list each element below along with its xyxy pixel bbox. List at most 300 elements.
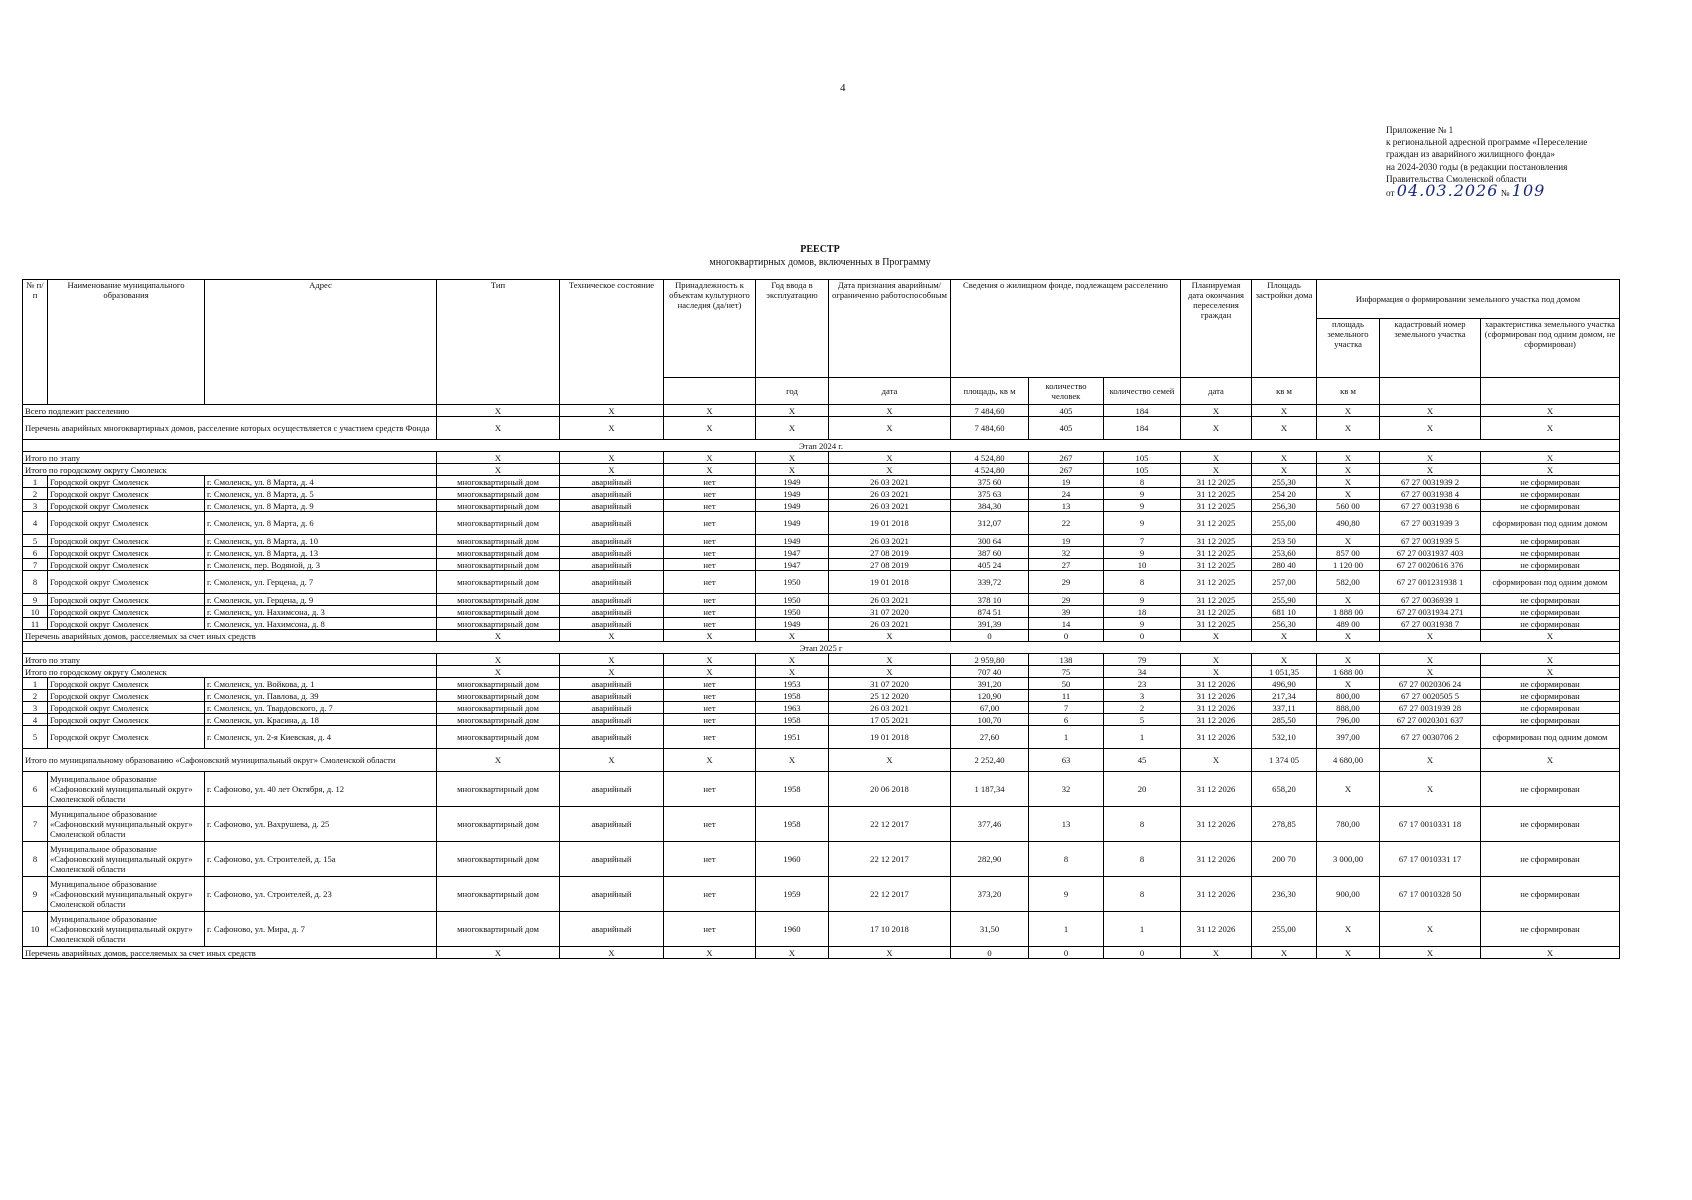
row-stage-total-label: Итого по этапу xyxy=(23,654,437,666)
cell-char: не сформирован xyxy=(1481,488,1620,500)
cell-built: 255,90 xyxy=(1252,594,1317,606)
cell-fam: 8 xyxy=(1104,476,1181,488)
cell-n: 2 xyxy=(23,488,48,500)
table-row xyxy=(23,500,1620,512)
row-total-value: 184 xyxy=(1104,405,1181,417)
row-city-total-value: X xyxy=(664,464,756,476)
cell-char: не сформирован xyxy=(1481,500,1620,512)
row-saf-total-value: 63 xyxy=(1029,749,1104,772)
cell-land: X xyxy=(1317,535,1380,547)
cell-addr: г. Смоленск, ул. 8 Марта, д. 9 xyxy=(205,500,437,512)
cell-plan: 31 12 2025 xyxy=(1181,512,1252,535)
cell-cad: 67 17 0010328 50 xyxy=(1380,877,1481,912)
row-other-value: 0 xyxy=(951,630,1029,642)
row-city-total-value: 707 40 xyxy=(951,666,1029,678)
table-row xyxy=(23,877,1620,912)
table-row xyxy=(23,547,1620,559)
cell-cond: аварийный xyxy=(560,488,664,500)
unit-sqm2: кв м xyxy=(1317,378,1380,405)
row-fund-value: X xyxy=(1317,417,1380,440)
cell-cad: 67 27 0020616 376 xyxy=(1380,559,1481,571)
cell-mun: Муниципальное образование «Сафоновский муниципальный округ» Смоленской области xyxy=(48,842,205,877)
cell-char: не сформирован xyxy=(1481,807,1620,842)
row-fund-value: X xyxy=(1181,417,1252,440)
cell-char: сформирован под одним домом xyxy=(1481,726,1620,749)
cell-cond: аварийный xyxy=(560,702,664,714)
row-total-value: 405 xyxy=(1029,405,1104,417)
row-fund-value: X xyxy=(1252,417,1317,440)
cell-fam: 2 xyxy=(1104,702,1181,714)
cell-n: 7 xyxy=(23,559,48,571)
row-city-total-value: X xyxy=(829,464,951,476)
row-stage-total-value: X xyxy=(1252,654,1317,666)
cell-year: 1960 xyxy=(756,842,829,877)
unit-year: год xyxy=(756,378,829,405)
row-saf-total-value: X xyxy=(1380,749,1481,772)
cell-fam: 8 xyxy=(1104,571,1181,594)
row-city-total-label: Итого по городскому округу Смоленск xyxy=(23,464,437,476)
cell-date: 31 07 2020 xyxy=(829,678,951,690)
cell-cad: 67 27 0036939 1 xyxy=(1380,594,1481,606)
cell-mun: Муниципальное образование «Сафоновский муниципальный округ» Смоленской области xyxy=(48,772,205,807)
cell-area: 391,39 xyxy=(951,618,1029,630)
appendix-line: граждан из аварийного жилищного фонда» xyxy=(1386,149,1555,160)
cell-land: 3 000,00 xyxy=(1317,842,1380,877)
row-other xyxy=(23,947,1620,959)
cell-mun: Городской округ Смоленск xyxy=(48,702,205,714)
cell-addr: г. Смоленск, ул. 8 Марта, д. 4 xyxy=(205,476,437,488)
page-number: 4 xyxy=(840,82,846,94)
table-row xyxy=(23,912,1620,947)
cell-area: 375 60 xyxy=(951,476,1029,488)
row-stage-total-value: X xyxy=(560,452,664,464)
cell-plan: 31 12 2026 xyxy=(1181,690,1252,702)
table-row xyxy=(23,690,1620,702)
cell-land: 560 00 xyxy=(1317,500,1380,512)
stage-2025 xyxy=(23,642,1620,654)
cell-cond: аварийный xyxy=(560,559,664,571)
cell-built: 257,00 xyxy=(1252,571,1317,594)
cell-her: нет xyxy=(664,842,756,877)
cell-date: 27 08 2019 xyxy=(829,547,951,559)
cell-plan: 31 12 2026 xyxy=(1181,842,1252,877)
row-stage-total-value: X xyxy=(560,654,664,666)
row-city-total-value: X xyxy=(756,666,829,678)
row-other-value: X xyxy=(1317,630,1380,642)
cell-char: не сформирован xyxy=(1481,842,1620,877)
cell-plan: 31 12 2026 xyxy=(1181,678,1252,690)
row-other-value: X xyxy=(756,947,829,959)
row-saf-total-value: X xyxy=(1181,749,1252,772)
unit-empty xyxy=(1481,378,1620,405)
cell-her: нет xyxy=(664,594,756,606)
cell-land: X xyxy=(1317,476,1380,488)
cell-land: 1 120 00 xyxy=(1317,559,1380,571)
row-total-value: X xyxy=(1252,405,1317,417)
cell-year: 1950 xyxy=(756,571,829,594)
cell-plan: 31 12 2025 xyxy=(1181,535,1252,547)
cell-year: 1947 xyxy=(756,559,829,571)
cell-land: 857 00 xyxy=(1317,547,1380,559)
stage-2025-label: Этап 2025 г xyxy=(23,642,1620,654)
cell-n: 4 xyxy=(23,512,48,535)
cell-date: 26 03 2021 xyxy=(829,476,951,488)
row-city-total-value: X xyxy=(664,666,756,678)
cell-n: 3 xyxy=(23,500,48,512)
cell-date: 22 12 2017 xyxy=(829,877,951,912)
cell-addr: г. Смоленск, ул. 8 Марта, д. 6 xyxy=(205,512,437,535)
cell-cond: аварийный xyxy=(560,678,664,690)
row-city-total-value: 4 524,80 xyxy=(951,464,1029,476)
cell-cad: 67 27 0030706 2 xyxy=(1380,726,1481,749)
cell-fam: 9 xyxy=(1104,500,1181,512)
row-other-value: X xyxy=(560,947,664,959)
row-total-value: X xyxy=(437,405,560,417)
row-other-value: X xyxy=(829,630,951,642)
row-stage-total-value: 2 959,80 xyxy=(951,654,1029,666)
cell-date: 19 01 2018 xyxy=(829,571,951,594)
cell-year: 1963 xyxy=(756,702,829,714)
cell-mun: Городской округ Смоленск xyxy=(48,618,205,630)
row-city-total-value: X xyxy=(1481,464,1620,476)
row-city-total-value: 75 xyxy=(1029,666,1104,678)
row-total-value: X xyxy=(560,405,664,417)
cell-area: 391,20 xyxy=(951,678,1029,690)
row-fund-value: X xyxy=(829,417,951,440)
cell-n: 4 xyxy=(23,714,48,726)
cell-mun: Городской округ Смоленск xyxy=(48,476,205,488)
cell-her: нет xyxy=(664,726,756,749)
appendix-block xyxy=(1386,124,1626,199)
row-city-total-value: X xyxy=(756,464,829,476)
cell-people: 29 xyxy=(1029,594,1104,606)
cell-people: 8 xyxy=(1029,842,1104,877)
cell-char: не сформирован xyxy=(1481,912,1620,947)
appendix-line: к региональной адресной программе «Переселение xyxy=(1386,137,1588,148)
cell-area: 384,30 xyxy=(951,500,1029,512)
cell-addr: г. Смоленск, ул. 8 Марта, д. 5 xyxy=(205,488,437,500)
cell-area: 67,00 xyxy=(951,702,1029,714)
cell-cad: 67 27 0031939 5 xyxy=(1380,535,1481,547)
cell-built: 255,00 xyxy=(1252,912,1317,947)
cell-plan: 31 12 2025 xyxy=(1181,571,1252,594)
cell-cond: аварийный xyxy=(560,500,664,512)
cell-people: 19 xyxy=(1029,476,1104,488)
row-other-value: X xyxy=(1481,630,1620,642)
row-stage-total-value: X xyxy=(829,452,951,464)
cell-date: 26 03 2021 xyxy=(829,500,951,512)
row-stage-total-value: X xyxy=(664,452,756,464)
cell-n: 10 xyxy=(23,912,48,947)
cell-cond: аварийный xyxy=(560,547,664,559)
cell-n: 2 xyxy=(23,690,48,702)
cell-cad: X xyxy=(1380,772,1481,807)
cell-cad: 67 27 0031939 28 xyxy=(1380,702,1481,714)
row-fund-value: X xyxy=(1481,417,1620,440)
cell-date: 19 01 2018 xyxy=(829,726,951,749)
cell-mun: Городской округ Смоленск xyxy=(48,606,205,618)
cell-char: не сформирован xyxy=(1481,594,1620,606)
cell-her: нет xyxy=(664,912,756,947)
cell-plan: 31 12 2025 xyxy=(1181,594,1252,606)
cell-area: 282,90 xyxy=(951,842,1029,877)
row-stage-total-value: X xyxy=(1317,452,1380,464)
cell-cad: 67 27 0031939 3 xyxy=(1380,512,1481,535)
cell-area: 100,70 xyxy=(951,714,1029,726)
cell-mun: Городской округ Смоленск xyxy=(48,559,205,571)
cell-addr: г. Смоленск, ул. Войкова, д. 1 xyxy=(205,678,437,690)
cell-year: 1950 xyxy=(756,594,829,606)
cell-mun: Городской округ Смоленск xyxy=(48,500,205,512)
cell-area: 377,46 xyxy=(951,807,1029,842)
row-city-total-value: X xyxy=(1380,666,1481,678)
cell-built: 278,85 xyxy=(1252,807,1317,842)
cell-mun: Городской округ Смоленск xyxy=(48,512,205,535)
cell-mun: Городской округ Смоленск xyxy=(48,690,205,702)
cell-type: многоквартирный дом xyxy=(437,500,560,512)
row-city-total-value: 267 xyxy=(1029,464,1104,476)
cell-date: 22 12 2017 xyxy=(829,807,951,842)
table-row xyxy=(23,606,1620,618)
cell-fam: 10 xyxy=(1104,559,1181,571)
table-row xyxy=(23,618,1620,630)
cell-addr: г. Смоленск, ул. Герцена, д. 9 xyxy=(205,594,437,606)
row-stage-total-value: X xyxy=(437,654,560,666)
cell-type: многоквартирный дом xyxy=(437,772,560,807)
cell-area: 405 24 xyxy=(951,559,1029,571)
cell-year: 1958 xyxy=(756,714,829,726)
cell-fam: 7 xyxy=(1104,535,1181,547)
cell-cad: 67 27 0031939 2 xyxy=(1380,476,1481,488)
cell-year: 1958 xyxy=(756,772,829,807)
cell-built: 256,30 xyxy=(1252,500,1317,512)
cell-type: многоквартирный дом xyxy=(437,678,560,690)
cell-her: нет xyxy=(664,559,756,571)
cell-built: 681 10 xyxy=(1252,606,1317,618)
cell-her: нет xyxy=(664,690,756,702)
cell-area: 31,50 xyxy=(951,912,1029,947)
cell-type: многоквартирный дом xyxy=(437,571,560,594)
cell-people: 24 xyxy=(1029,488,1104,500)
row-total-value: X xyxy=(664,405,756,417)
cell-people: 27 xyxy=(1029,559,1104,571)
table-row xyxy=(23,488,1620,500)
row-saf-total xyxy=(23,749,1620,772)
cell-n: 6 xyxy=(23,772,48,807)
row-city-total-label: Итого по городскому округу Смоленск xyxy=(23,666,437,678)
row-total-value: X xyxy=(1181,405,1252,417)
cell-year: 1949 xyxy=(756,535,829,547)
row-total-value: X xyxy=(756,405,829,417)
cell-her: нет xyxy=(664,618,756,630)
row-other-value: X xyxy=(829,947,951,959)
cell-addr: г. Сафоново, ул. Строителей, д. 15а xyxy=(205,842,437,877)
cell-plan: 31 12 2025 xyxy=(1181,559,1252,571)
cell-fam: 1 xyxy=(1104,912,1181,947)
row-stage-total xyxy=(23,452,1620,464)
cell-char: не сформирован xyxy=(1481,772,1620,807)
cell-area: 300 64 xyxy=(951,535,1029,547)
cell-date: 26 03 2021 xyxy=(829,535,951,547)
cell-type: многоквартирный дом xyxy=(437,606,560,618)
row-stage-total-value: 79 xyxy=(1104,654,1181,666)
cell-cond: аварийный xyxy=(560,535,664,547)
cell-type: многоквартирный дом xyxy=(437,807,560,842)
cell-year: 1959 xyxy=(756,877,829,912)
cell-built: 217,34 xyxy=(1252,690,1317,702)
cell-char: не сформирован xyxy=(1481,690,1620,702)
table-row xyxy=(23,512,1620,535)
cell-land: X xyxy=(1317,772,1380,807)
row-fund-value: X xyxy=(1380,417,1481,440)
row-other-label: Перечень аварийных домов, расселяемых за счет иных средств xyxy=(23,947,437,959)
row-city-total-value: X xyxy=(829,666,951,678)
cell-year: 1958 xyxy=(756,690,829,702)
cell-her: нет xyxy=(664,702,756,714)
cell-mun: Муниципальное образование «Сафоновский муниципальный округ» Смоленской области xyxy=(48,877,205,912)
table-row xyxy=(23,842,1620,877)
cell-her: нет xyxy=(664,678,756,690)
cell-area: 373,20 xyxy=(951,877,1029,912)
cell-plan: 31 12 2025 xyxy=(1181,606,1252,618)
cell-cond: аварийный xyxy=(560,912,664,947)
cell-addr: г. Сафоново, ул. Вахрушева, д. 25 xyxy=(205,807,437,842)
cell-her: нет xyxy=(664,772,756,807)
handwritten-number: 109 xyxy=(1511,181,1546,201)
row-fund-value: 184 xyxy=(1104,417,1181,440)
cell-her: нет xyxy=(664,714,756,726)
cell-cad: 67 27 0031934 271 xyxy=(1380,606,1481,618)
row-stage-total-value: X xyxy=(437,452,560,464)
cell-fam: 9 xyxy=(1104,512,1181,535)
cell-cond: аварийный xyxy=(560,690,664,702)
row-other-value: X xyxy=(1252,630,1317,642)
appendix-line: Правительства Смоленской области xyxy=(1386,173,1527,184)
row-saf-total-value: X xyxy=(756,749,829,772)
row-city-total-value: 34 xyxy=(1104,666,1181,678)
cell-plan: 31 12 2025 xyxy=(1181,476,1252,488)
cell-n: 5 xyxy=(23,726,48,749)
cell-year: 1949 xyxy=(756,618,829,630)
row-saf-total-value: X xyxy=(560,749,664,772)
number-label: № xyxy=(1500,188,1510,199)
cell-char: не сформирован xyxy=(1481,678,1620,690)
row-fund-value: X xyxy=(756,417,829,440)
row-stage-total-value: X xyxy=(1481,654,1620,666)
cell-year: 1949 xyxy=(756,500,829,512)
cell-land: X xyxy=(1317,678,1380,690)
row-other-value: X xyxy=(1181,947,1252,959)
unit-date2: дата xyxy=(1181,378,1252,405)
cell-cond: аварийный xyxy=(560,571,664,594)
row-fund-value: X xyxy=(437,417,560,440)
cell-built: 532,10 xyxy=(1252,726,1317,749)
cell-type: многоквартирный дом xyxy=(437,842,560,877)
cell-built: 200 70 xyxy=(1252,842,1317,877)
cell-addr: г. Смоленск, ул. 2-я Киевская, д. 4 xyxy=(205,726,437,749)
cell-fam: 3 xyxy=(1104,690,1181,702)
cell-her: нет xyxy=(664,512,756,535)
header-cadastral: кадастровый номер земельного участка xyxy=(1380,319,1481,378)
cell-type: многоквартирный дом xyxy=(437,912,560,947)
row-fund-value: X xyxy=(560,417,664,440)
cell-mun: Городской округ Смоленск xyxy=(48,547,205,559)
row-other-value: X xyxy=(1380,947,1481,959)
cell-addr: г. Сафоново, ул. 40 лет Октября, д. 12 xyxy=(205,772,437,807)
from-label: от xyxy=(1386,188,1395,199)
cell-char: сформирован под одним домом xyxy=(1481,512,1620,535)
cell-fam: 9 xyxy=(1104,488,1181,500)
row-saf-total-label: Итого по муниципальному образованию «Сафоновский муниципальный округ» Смоленской области xyxy=(23,749,437,772)
row-other-value: 0 xyxy=(951,947,1029,959)
cell-area: 874 51 xyxy=(951,606,1029,618)
cell-addr: г. Смоленск, ул. Красина, д. 18 xyxy=(205,714,437,726)
cell-type: многоквартирный дом xyxy=(437,594,560,606)
cell-built: 658,20 xyxy=(1252,772,1317,807)
cell-plan: 31 12 2026 xyxy=(1181,726,1252,749)
row-stage-total-value: 138 xyxy=(1029,654,1104,666)
row-stage-total-value: X xyxy=(756,452,829,464)
cell-year: 1949 xyxy=(756,512,829,535)
cell-year: 1950 xyxy=(756,606,829,618)
row-city-total-value: X xyxy=(437,464,560,476)
cell-n: 9 xyxy=(23,594,48,606)
cell-built: 236,30 xyxy=(1252,877,1317,912)
cell-cad: 67 27 0031937 403 xyxy=(1380,547,1481,559)
cell-land: 780,00 xyxy=(1317,807,1380,842)
cell-people: 13 xyxy=(1029,500,1104,512)
cell-year: 1960 xyxy=(756,912,829,947)
cell-area: 339,72 xyxy=(951,571,1029,594)
cell-fam: 9 xyxy=(1104,594,1181,606)
cell-people: 1 xyxy=(1029,726,1104,749)
row-stage-total-value: X xyxy=(829,654,951,666)
row-city-total-value: X xyxy=(560,666,664,678)
cell-addr: г. Смоленск, ул. Нахимсона, д. 3 xyxy=(205,606,437,618)
cell-addr: г. Сафоново, ул. Мира, д. 7 xyxy=(205,912,437,947)
appendix-line: Приложение № 1 xyxy=(1386,125,1454,135)
cell-her: нет xyxy=(664,547,756,559)
cell-char: не сформирован xyxy=(1481,618,1620,630)
cell-cad: 67 27 0031938 7 xyxy=(1380,618,1481,630)
unit-empty xyxy=(664,378,756,405)
row-city-total-value: X xyxy=(1252,464,1317,476)
header-condition: Техническое состояние xyxy=(560,280,664,405)
table-row xyxy=(23,702,1620,714)
cell-people: 1 xyxy=(1029,912,1104,947)
row-other-value: 0 xyxy=(1104,630,1181,642)
cell-addr: г. Смоленск, ул. 8 Марта, д. 10 xyxy=(205,535,437,547)
cell-type: многоквартирный дом xyxy=(437,702,560,714)
cell-people: 14 xyxy=(1029,618,1104,630)
cell-cond: аварийный xyxy=(560,877,664,912)
title-sub: многоквартирных домов, включенных в Программу xyxy=(709,257,931,268)
row-city-total-value: 1 051,35 xyxy=(1252,666,1317,678)
row-saf-total-value: X xyxy=(1481,749,1620,772)
row-saf-total-value: 1 374 05 xyxy=(1252,749,1317,772)
cell-people: 50 xyxy=(1029,678,1104,690)
row-other-value: X xyxy=(664,947,756,959)
row-stage-total-value: X xyxy=(1252,452,1317,464)
row-other-value: X xyxy=(437,630,560,642)
table-row xyxy=(23,559,1620,571)
row-city-total-value: X xyxy=(1317,464,1380,476)
row-other-value: 0 xyxy=(1104,947,1181,959)
cell-plan: 31 12 2026 xyxy=(1181,772,1252,807)
cell-built: 253 50 xyxy=(1252,535,1317,547)
cell-cad: 67 27 0020505 5 xyxy=(1380,690,1481,702)
unit-families: количество семей xyxy=(1104,378,1181,405)
